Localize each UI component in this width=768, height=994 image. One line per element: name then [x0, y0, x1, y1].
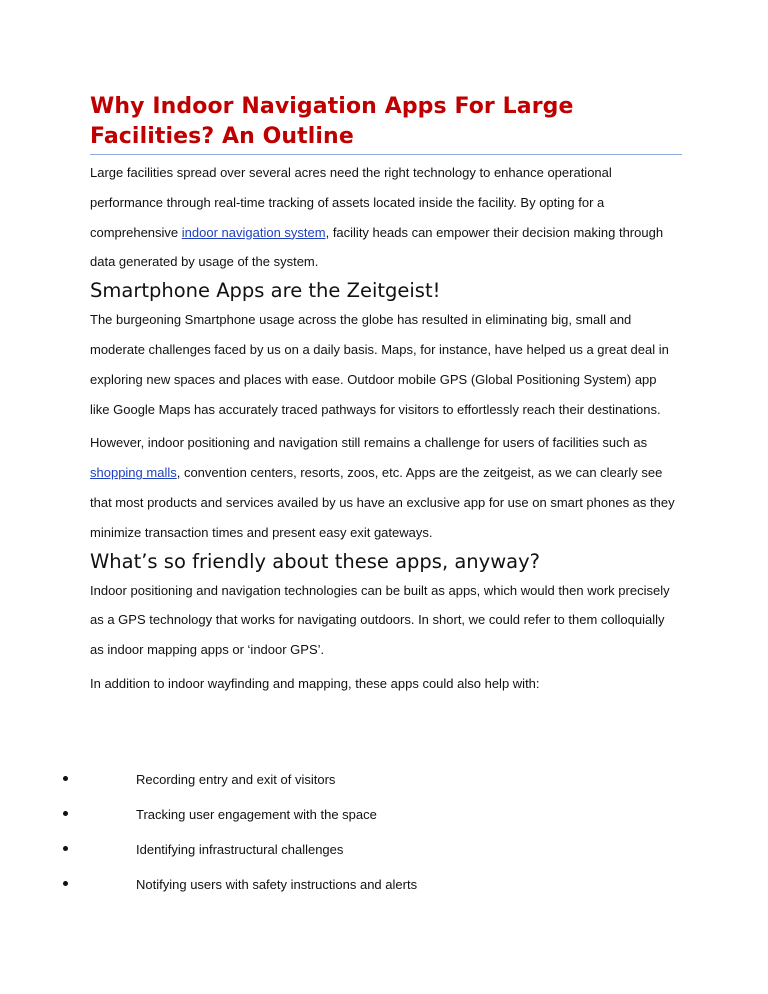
- bullet-text: Identifying infrastructural challenges: [136, 842, 344, 857]
- title-underline-divider: [90, 154, 682, 155]
- smartphone-paragraph-1: The burgeoning Smartphone usage across the globe has resulted in eliminating big, small and moderate challenges faced by us on a daily basis. Maps, for instance, have helped us a great deal in exploring new spaces and places with ease. Outdoor mobile GPS (Global Positioning System) app like Google Maps has accurately traced pathways for visitors to effortlessly reach their destinations.: [90, 312, 669, 417]
- section-heading-smartphone-apps: Smartphone Apps are the Zeitgeist!: [90, 279, 441, 303]
- intro-paragraph: [90, 158, 678, 277]
- bullet-icon: [63, 776, 68, 781]
- para2-text-before-link: However, indoor positioning and navigation still remains a challenge for users of facilities such as: [90, 435, 648, 451]
- document-page: [90, 92, 678, 699]
- indoor-navigation-system-link[interactable]: indoor navigation system: [181, 224, 326, 240]
- list-item: [0, 762, 768, 797]
- friendly-paragraph-2: In addition to indoor wayfinding and mapping, these apps could also help with:: [90, 675, 540, 691]
- bullet-text: Tracking user engagement with the space: [136, 807, 377, 822]
- bullet-icon: [63, 846, 68, 851]
- friendly-paragraph-1: Indoor positioning and navigation technologies can be built as apps, which would then work precisely as a GPS technology that works for navigating outdoors. In short, we could refer to them colloquially as indoor mapping apps or ‘indoor GPS’.: [90, 582, 670, 658]
- intro-text-after-link: , facility heads can empower their decision making through data generated by usage of the system.: [90, 224, 664, 270]
- shopping-malls-link[interactable]: shopping malls: [90, 465, 177, 481]
- list-item: [0, 797, 768, 832]
- bullet-icon: [63, 881, 68, 886]
- document-title: Why Indoor Navigation Apps For Large Facilities? An Outline: [90, 94, 574, 149]
- para2-text-after-link: , convention centers, resorts, zoos, etc. Apps are the zeitgeist, as we can clearly see that most products and services availed by us have an exclusive app for use on smart phones as they minimize transaction times and present easy exit gateways.: [90, 465, 675, 540]
- bullet-icon: [63, 811, 68, 816]
- bullet-text: Recording entry and exit of visitors: [136, 772, 336, 787]
- bullet-text: Notifying users with safety instructions and alerts: [136, 877, 418, 892]
- benefits-bullet-list: [0, 762, 768, 902]
- section-heading-friendly-apps: What’s so friendly about these apps, anyway?: [90, 549, 540, 573]
- list-item: [0, 867, 768, 902]
- intro-text-before-link: Large facilities spread over several acres need the right technology to enhance operational performance through real-time tracking of assets located inside the facility. By opting for a comprehensive: [90, 165, 612, 240]
- list-item: [0, 832, 768, 867]
- smartphone-paragraph-2: [90, 428, 678, 547]
